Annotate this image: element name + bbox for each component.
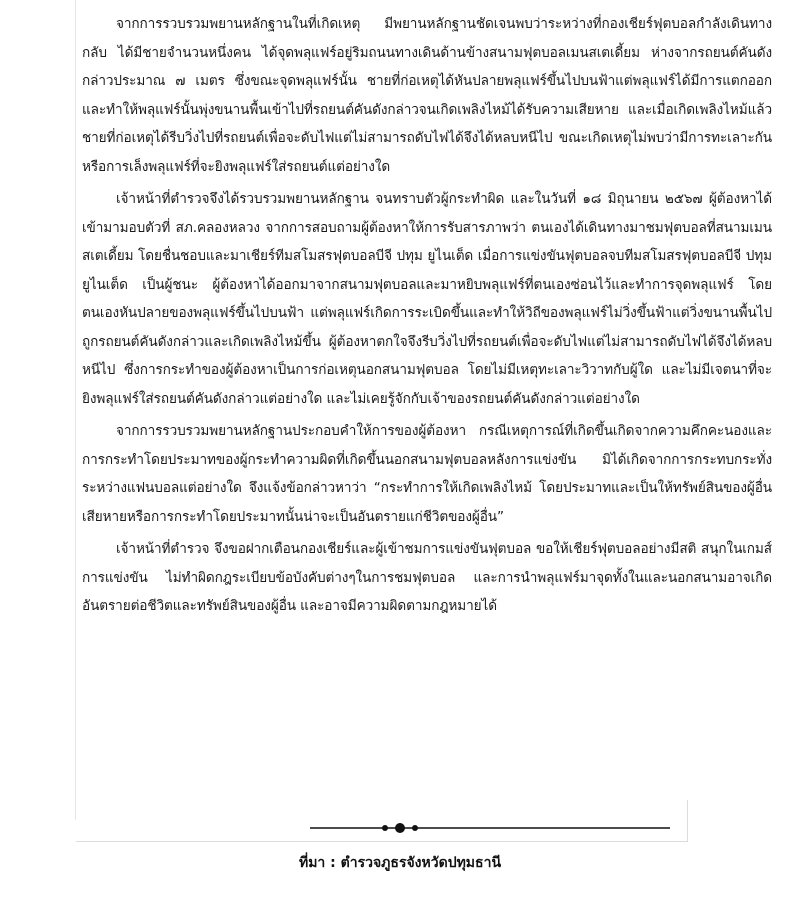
margin-line <box>75 0 76 820</box>
paragraph-warning: เจ้าหน้าที่ตำรวจ จึงขอฝากเตือนกองเชียร์และผู้เข้าชมการแข่งขันฟุตบอล ขอให้เชียร์ฟุตบอลอย่างมีสติ สนุกในเกมส์การแข่งขัน ไม่ทำผิดกฎระเบียบข้อบังคับต่างๆในการชมฟุตบอล และการนำพลุแฟร์มาจุดทั้งในและนอกสนามอาจเกิดอันตรายต่อชีวิตและทรัพย์สินของผู้อื่น และอาจมีความผิดตามกฎหมายได้ <box>82 541 772 614</box>
paragraph-charge: จากการรวบรวมพยานหลักฐานประกอบคำให้การของผู้ต้องหา กรณีเหตุการณ์ที่เกิดขึ้นเกิดจากความคึกคะนองและการกระทำโดยประมาทของผู้กระทำความผิดที่เกิดขึ้นนอกสนามฟุตบอลหลังการแข่งขัน มิได้เกิดจากการกระทบกระทั่งระหว่างแฟนบอลแต่อย่างใด จึงแจ้งข้อกล่าวหาว่า “กระทำการให้เกิดเพลิงไหม้ โดยประมาทและเป็นให้ทรัพย์สินของผู้อื่นเสียหายหรือการกระทำโดยประมาทนั้นน่าจะเป็นอันตรายแก่ชีวิตของผู้อื่น” <box>82 423 772 525</box>
paragraph-surrender: เจ้าหน้าที่ตำรวจจึงได้รวบรวมพยานหลักฐาน จนทราบตัวผู้กระทำผิด และในวันที่ ๑๘ มิถุนายน ๒๕๖๗ ผู้ต้องหาได้เข้ามามอบตัวที่ สภ.คลองหลวง จากการสอบถามผู้ต้องหาให้การรับสารภาพว่า ตนเองได้เดินทางมาชมฟุตบอลที่สนามเมนสเตเดี้ยม โดยชื่นชอบและมาเชียร์ทีมสโมสรฟุตบอลบีจี ปทุม ยูไนเต็ด เมื่อการแข่งขันฟุตบอลจบทีมสโมสรฟุตบอลบีจี ปทุม ยูไนเต็ด เป็นผู้ชนะ ผู้ต้องหาได้ออกมาจากสนามฟุตบอลและมาหยิบพลุแฟร์ที่ตนเองซ่อนไว้และทำการจุดพลุแฟร์ โดยตนเองหันปลายของพลุแฟร์ขึ้นไปบนฟ้า แต่พลุแฟร์เกิดการระเบิดขึ้นและทำให้วิถีของพลุแฟร์ไม่วิ่งขึ้นฟ้าแต่วิ่งขนานพื้นไปถูกรถยนต์คันดังกล่าวและเกิดเพลิงไหม้ขึ้น ผู้ต้องหาตกใจจึงรีบวิ่งไปที่รถยนต์เพื่อจะดับไฟแต่ไม่สามารถดับไฟได้จึงได้หลบหนีไป ซึ่งการกระทำของผู้ต้องหาเป็นการก่อเหตุนอกสนามฟุตบอล โดยไม่มีเหตุทะเลาะวิวาทกับผู้ใด และไม่มีเจตนาที่จะยิงพลุแฟร์ใส่รถยนต์คันดังกล่าวแต่อย่างใด และไม่เคยรู้จักกับเจ้าของรถยนต์คันดังกล่าวแต่อย่างใด <box>82 191 772 407</box>
dot-line-ornament-icon <box>290 818 690 838</box>
article-body <box>82 10 772 621</box>
source-credit <box>0 852 800 874</box>
source-name: ตำรวจภูธรจังหวัดปทุมธานี <box>340 855 502 871</box>
source-label: ที่มา : <box>298 855 336 871</box>
paragraph-evidence: จากการรวบรวมพยานหลักฐานในที่เกิดเหตุ มีพยานหลักฐานชัดเจนพบว่าระหว่างที่กองเชียร์ฟุตบอลกำลังเดินทางกลับ ได้มีชายจำนวนหนึ่งคน ได้จุดพลุแฟร์อยู่ริมถนนทางเดินด้านข้างสนามฟุตบอลเมนสเตเดี้ยม ห่างจากรถยนต์คันดังกล่าวประมาณ ๗ เมตร ซึ่งขณะจุดพลุแฟร์นั้น ชายที่ก่อเหตุได้หันปลายพลุแฟร์ขึ้นไปบนฟ้าแต่พลุแฟร์ได้มีการแตกออกและทำให้พลุแฟร์นั้นพุ่งขนานพื้นเข้าไปที่รถยนต์คันดังกล่าวจนเกิดเพลิงไหม้ได้รับความเสียหาย และเมื่อเกิดเพลิงไหม้แล้วชายที่ก่อเหตุได้รีบวิ่งไปที่รถยนต์เพื่อจะดับไฟแต่ไม่สามารถดับไฟได้จึงได้หลบหนีไป ขณะเกิดเหตุไม่พบว่ามีการทะเลาะกันหรือการเล็งพลุแฟร์ที่จะยิงพลุแฟร์ใส่รถยนต์แต่อย่างใด <box>82 16 772 175</box>
